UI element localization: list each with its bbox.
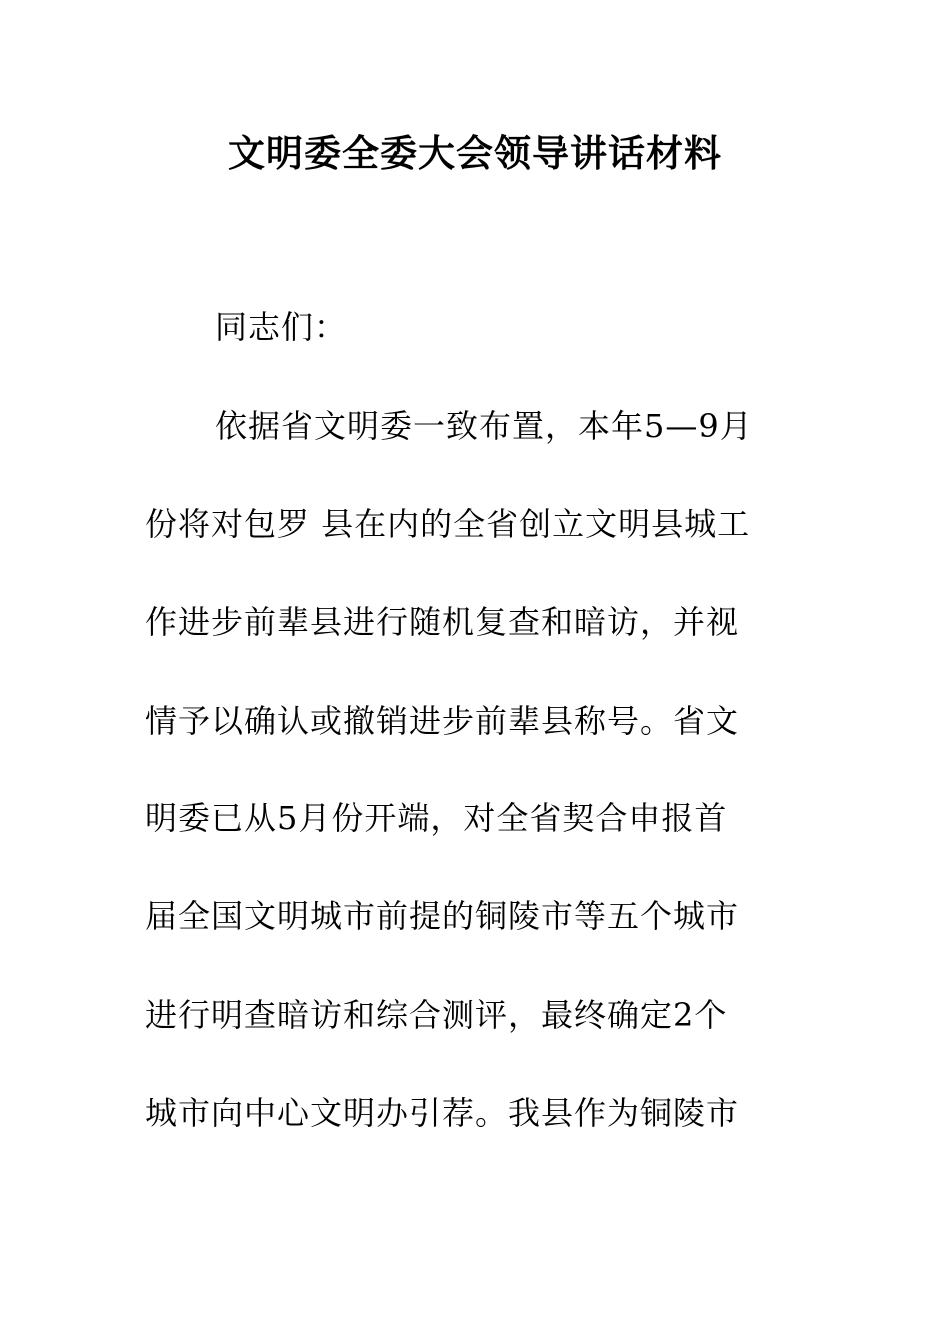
salutation: 同志们： (215, 308, 348, 346)
paragraph-line: 情予以确认或撤销进步前辈县称号。省文 (145, 702, 740, 740)
document-title: 文明委全委大会领导讲话材料 (228, 131, 722, 175)
paragraph-line: 城市向中心文明办引荐。我县作为铜陵市 (145, 1094, 740, 1132)
paragraph-line: 明委已从5月份开端，对全省契合申报首 (145, 799, 728, 837)
paragraph-line: 份将对包罗 县在内的全省创立文明县城工 (145, 505, 751, 543)
paragraph-line: 届全国文明城市前提的铜陵市等五个城市 (145, 897, 740, 935)
paragraph-line: 依据省文明委一致布置，本年5—9月 (215, 407, 753, 445)
paragraph-line: 作进步前辈县进行随机复查和暗访，并视 (145, 603, 740, 641)
paragraph-line: 进行明查暗访和综合测评，最终确定2个 (145, 996, 728, 1034)
